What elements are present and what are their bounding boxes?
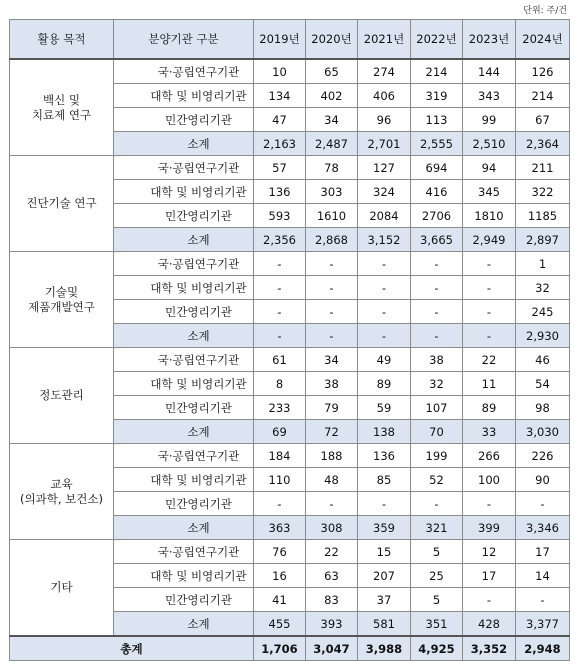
value-cell: 65 xyxy=(306,59,358,84)
value-cell: 214 xyxy=(411,59,463,84)
institution-label-cell xyxy=(114,276,254,300)
subtotal-value-cell: 581 xyxy=(358,612,411,637)
subtotal-label: 소계 xyxy=(187,520,210,535)
subtotal-label: 소계 xyxy=(187,424,210,439)
subtotal-value-cell: 2,163 xyxy=(254,132,306,156)
value-cell: - xyxy=(306,492,358,516)
subtotal-value-cell: 2,364 xyxy=(516,132,570,156)
subtotal-value-cell: 70 xyxy=(411,420,463,444)
category-label-line: 백신 및 xyxy=(43,92,80,107)
total-value-cell: 3,352 xyxy=(463,636,516,661)
subtotal-value-cell: 3,030 xyxy=(516,420,570,444)
subtotal-value-cell: 359 xyxy=(358,516,411,540)
value-cell: - xyxy=(306,300,358,324)
value-cell: 94 xyxy=(463,156,516,180)
value-cell: 1185 xyxy=(516,204,570,228)
value-cell: 61 xyxy=(254,348,306,372)
institution-label-cell xyxy=(114,300,254,324)
subtotal-value-cell: 399 xyxy=(463,516,516,540)
value-cell: 22 xyxy=(463,348,516,372)
value-cell: 207 xyxy=(358,564,411,588)
institution-label-cell xyxy=(114,156,254,180)
table-row xyxy=(10,444,570,468)
subtotal-value-cell: 72 xyxy=(306,420,358,444)
value-cell: 226 xyxy=(516,444,570,468)
subtotal-value-cell: 363 xyxy=(254,516,306,540)
value-cell: - xyxy=(254,300,306,324)
value-cell: 98 xyxy=(516,396,570,420)
value-cell: - xyxy=(463,276,516,300)
total-row xyxy=(10,636,570,661)
value-cell: 85 xyxy=(358,468,411,492)
value-cell: 54 xyxy=(516,372,570,396)
value-cell: - xyxy=(411,276,463,300)
value-cell: 694 xyxy=(411,156,463,180)
value-cell: 100 xyxy=(463,468,516,492)
total-value-cell: 4,925 xyxy=(411,636,463,661)
value-cell: 5 xyxy=(411,588,463,612)
institution-label-cell xyxy=(114,396,254,420)
value-cell: 47 xyxy=(254,108,306,132)
value-cell: 52 xyxy=(411,468,463,492)
subtotal-label: 소계 xyxy=(187,616,210,631)
unit-label: 단위: 주/건 xyxy=(523,6,567,16)
subtotal-value-cell: 2,868 xyxy=(306,228,358,252)
value-cell: 211 xyxy=(516,156,570,180)
institution-label: 국·공립연구기관 xyxy=(157,256,240,271)
institution-label: 대학 및 비영리기관 xyxy=(150,568,247,583)
institution-label-cell xyxy=(114,59,254,84)
institution-label: 국·공립연구기관 xyxy=(157,64,240,79)
value-cell: 1610 xyxy=(306,204,358,228)
value-cell: 274 xyxy=(358,59,411,84)
subtotal-label-cell xyxy=(114,420,254,444)
table-row xyxy=(10,540,570,564)
value-cell: 184 xyxy=(254,444,306,468)
table-row xyxy=(10,252,570,276)
value-cell: 22 xyxy=(306,540,358,564)
subtotal-value-cell: 2,487 xyxy=(306,132,358,156)
subtotal-value-cell: 455 xyxy=(254,612,306,637)
subtotal-value-cell: 308 xyxy=(306,516,358,540)
value-cell: - xyxy=(463,252,516,276)
value-cell: 37 xyxy=(358,588,411,612)
value-cell: 57 xyxy=(254,156,306,180)
value-cell: 25 xyxy=(411,564,463,588)
header-row xyxy=(10,20,570,60)
value-cell: 67 xyxy=(516,108,570,132)
value-cell: - xyxy=(463,300,516,324)
value-cell: 59 xyxy=(358,396,411,420)
value-cell: 78 xyxy=(306,156,358,180)
institution-label: 대학 및 비영리기관 xyxy=(150,184,247,199)
institution-label-cell xyxy=(114,252,254,276)
table-row xyxy=(10,59,570,84)
category-label-line: 기술및 xyxy=(44,284,79,299)
value-cell: 319 xyxy=(411,84,463,108)
category-label-line: 정도관리 xyxy=(39,388,84,402)
total-value-cell: 1,706 xyxy=(254,636,306,661)
category-cell xyxy=(10,252,114,348)
category-cell xyxy=(10,444,114,540)
institution-label: 대학 및 비영리기관 xyxy=(150,280,247,295)
category-label-line: 제품개발연구 xyxy=(28,299,95,314)
value-cell: 76 xyxy=(254,540,306,564)
value-cell: - xyxy=(306,276,358,300)
institution-label-cell xyxy=(114,372,254,396)
category-label-line: 기타 xyxy=(50,580,73,594)
subtotal-value-cell: 2,356 xyxy=(254,228,306,252)
value-cell: - xyxy=(358,492,411,516)
value-cell: 1810 xyxy=(463,204,516,228)
institution-label-cell xyxy=(114,588,254,612)
value-cell: 144 xyxy=(463,59,516,84)
value-cell: 107 xyxy=(411,396,463,420)
subtotal-label: 소계 xyxy=(187,328,210,343)
value-cell: 99 xyxy=(463,108,516,132)
institution-label: 민간영리기관 xyxy=(165,400,232,415)
value-cell: 593 xyxy=(254,204,306,228)
subtotal-value-cell: - xyxy=(411,324,463,348)
value-cell: 402 xyxy=(306,84,358,108)
value-cell: - xyxy=(254,252,306,276)
value-cell: 188 xyxy=(306,444,358,468)
subtotal-value-cell: 3,377 xyxy=(516,612,570,637)
category-cell xyxy=(10,348,114,444)
value-cell: 136 xyxy=(358,444,411,468)
value-cell: - xyxy=(516,588,570,612)
subtotal-value-cell: 321 xyxy=(411,516,463,540)
value-cell: 15 xyxy=(358,540,411,564)
value-cell: - xyxy=(358,300,411,324)
value-cell: 89 xyxy=(358,372,411,396)
subtotal-label-cell xyxy=(114,228,254,252)
total-value-cell: 3,988 xyxy=(358,636,411,661)
table-header xyxy=(10,20,570,60)
value-cell: 134 xyxy=(254,84,306,108)
subtotal-label: 소계 xyxy=(187,232,210,247)
value-cell: 63 xyxy=(306,564,358,588)
value-cell: - xyxy=(516,492,570,516)
header-cell-2019: 2019년 xyxy=(254,20,306,60)
value-cell: 2084 xyxy=(358,204,411,228)
category-label-line: 치료제 연구 xyxy=(31,107,92,122)
institution-label: 국·공립연구기관 xyxy=(157,160,240,175)
value-cell: 322 xyxy=(516,180,570,204)
header-cell-institution: 분양기관 구분 xyxy=(114,20,254,60)
institution-label: 민간영리기관 xyxy=(165,304,232,319)
header-cell-2023: 2023년 xyxy=(463,20,516,60)
value-cell: - xyxy=(358,276,411,300)
subtotal-label: 소계 xyxy=(187,136,210,151)
institution-label: 민간영리기관 xyxy=(165,112,232,127)
header-cell-2020: 2020년 xyxy=(306,20,358,60)
value-cell: 343 xyxy=(463,84,516,108)
value-cell: 324 xyxy=(358,180,411,204)
value-cell: 303 xyxy=(306,180,358,204)
institution-label-cell xyxy=(114,180,254,204)
value-cell: 2706 xyxy=(411,204,463,228)
header-cell-2022: 2022년 xyxy=(411,20,463,60)
value-cell: 345 xyxy=(463,180,516,204)
total-value-cell: 2,948 xyxy=(516,636,570,661)
value-cell: 79 xyxy=(306,396,358,420)
value-cell: - xyxy=(463,588,516,612)
value-cell: - xyxy=(411,492,463,516)
value-cell: 233 xyxy=(254,396,306,420)
value-cell: 16 xyxy=(254,564,306,588)
institution-label-cell xyxy=(114,348,254,372)
value-cell: 38 xyxy=(411,348,463,372)
subtotal-value-cell: 33 xyxy=(463,420,516,444)
value-cell: 32 xyxy=(411,372,463,396)
institution-label: 민간영리기관 xyxy=(165,592,232,607)
value-cell: 113 xyxy=(411,108,463,132)
institution-label-cell xyxy=(114,564,254,588)
value-cell: - xyxy=(254,492,306,516)
value-cell: 12 xyxy=(463,540,516,564)
institution-label-cell xyxy=(114,204,254,228)
value-cell: 34 xyxy=(306,108,358,132)
value-cell: 416 xyxy=(411,180,463,204)
institution-label-cell xyxy=(114,444,254,468)
institution-label: 국·공립연구기관 xyxy=(157,544,240,559)
value-cell: 34 xyxy=(306,348,358,372)
header-cell-2021: 2021년 xyxy=(358,20,411,60)
value-cell: 49 xyxy=(358,348,411,372)
institution-label: 민간영리기관 xyxy=(165,496,232,511)
subtotal-value-cell: - xyxy=(463,324,516,348)
subtotal-value-cell: 2,897 xyxy=(516,228,570,252)
value-cell: - xyxy=(254,276,306,300)
value-cell: 83 xyxy=(306,588,358,612)
subtotal-label-cell xyxy=(114,132,254,156)
subtotal-value-cell: 2,930 xyxy=(516,324,570,348)
value-cell: 245 xyxy=(516,300,570,324)
value-cell: 11 xyxy=(463,372,516,396)
institution-label: 대학 및 비영리기관 xyxy=(150,376,247,391)
value-cell: 266 xyxy=(463,444,516,468)
subtotal-value-cell: 2,949 xyxy=(463,228,516,252)
total-value-cell: 3,047 xyxy=(306,636,358,661)
subtotal-value-cell: - xyxy=(306,324,358,348)
table-row xyxy=(10,156,570,180)
value-cell: 32 xyxy=(516,276,570,300)
subtotal-value-cell: 2,555 xyxy=(411,132,463,156)
category-cell xyxy=(10,59,114,156)
value-cell: 38 xyxy=(306,372,358,396)
value-cell: 214 xyxy=(516,84,570,108)
value-cell: 14 xyxy=(516,564,570,588)
total-label-cell: 총계 xyxy=(10,636,254,661)
value-cell: - xyxy=(411,300,463,324)
value-cell: 406 xyxy=(358,84,411,108)
value-cell: - xyxy=(358,252,411,276)
statistics-table xyxy=(9,19,570,661)
subtotal-value-cell: 428 xyxy=(463,612,516,637)
subtotal-value-cell: - xyxy=(358,324,411,348)
value-cell: 46 xyxy=(516,348,570,372)
subtotal-value-cell: 2,510 xyxy=(463,132,516,156)
category-label-line: 교육 xyxy=(50,476,73,491)
value-cell: 48 xyxy=(306,468,358,492)
institution-label-cell xyxy=(114,468,254,492)
value-cell: 41 xyxy=(254,588,306,612)
category-cell xyxy=(10,540,114,637)
institution-label-cell xyxy=(114,84,254,108)
subtotal-value-cell: 2,701 xyxy=(358,132,411,156)
value-cell: 127 xyxy=(358,156,411,180)
institution-label: 대학 및 비영리기관 xyxy=(150,472,247,487)
subtotal-label-cell xyxy=(114,516,254,540)
value-cell: 10 xyxy=(254,59,306,84)
value-cell: 96 xyxy=(358,108,411,132)
subtotal-value-cell: 393 xyxy=(306,612,358,637)
value-cell: 5 xyxy=(411,540,463,564)
category-label-line: 진단기술 연구 xyxy=(26,196,97,210)
subtotal-value-cell: 138 xyxy=(358,420,411,444)
subtotal-value-cell: 3,152 xyxy=(358,228,411,252)
header-cell-purpose: 활용 목적 xyxy=(10,20,114,60)
subtotal-value-cell: 351 xyxy=(411,612,463,637)
header-cell-2024: 2024년 xyxy=(516,20,570,60)
institution-label-cell xyxy=(114,492,254,516)
value-cell: 1 xyxy=(516,252,570,276)
value-cell: 8 xyxy=(254,372,306,396)
institution-label-cell xyxy=(114,108,254,132)
value-cell: 110 xyxy=(254,468,306,492)
value-cell: - xyxy=(463,492,516,516)
institution-label: 국·공립연구기관 xyxy=(157,352,240,367)
table-row xyxy=(10,348,570,372)
institution-label: 국·공립연구기관 xyxy=(157,448,240,463)
subtotal-value-cell: 69 xyxy=(254,420,306,444)
value-cell: 199 xyxy=(411,444,463,468)
value-cell: - xyxy=(306,252,358,276)
subtotal-value-cell: - xyxy=(254,324,306,348)
value-cell: 89 xyxy=(463,396,516,420)
value-cell: - xyxy=(411,252,463,276)
subtotal-value-cell: 3,346 xyxy=(516,516,570,540)
subtotal-value-cell: 3,665 xyxy=(411,228,463,252)
subtotal-label-cell xyxy=(114,612,254,637)
value-cell: 17 xyxy=(516,540,570,564)
subtotal-label-cell xyxy=(114,324,254,348)
category-cell xyxy=(10,156,114,252)
value-cell: 136 xyxy=(254,180,306,204)
institution-label: 민간영리기관 xyxy=(165,208,232,223)
table-body xyxy=(10,59,570,661)
value-cell: 126 xyxy=(516,59,570,84)
institution-label-cell xyxy=(114,540,254,564)
value-cell: 90 xyxy=(516,468,570,492)
value-cell: 17 xyxy=(463,564,516,588)
institution-label: 대학 및 비영리기관 xyxy=(150,88,247,103)
category-label-line: (의과학, 보건소) xyxy=(20,491,103,506)
